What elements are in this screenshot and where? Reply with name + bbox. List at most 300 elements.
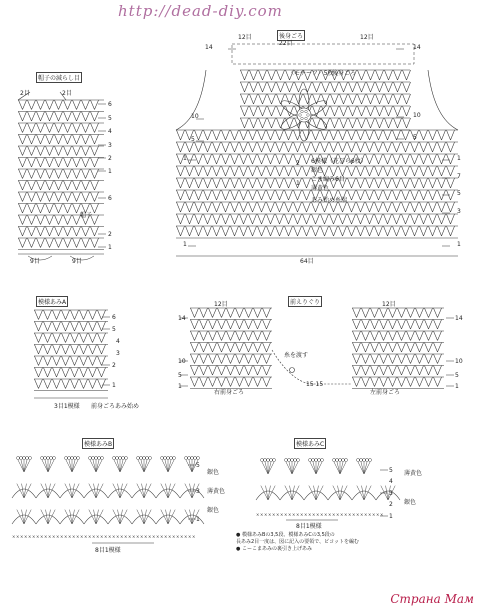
treble-stitch xyxy=(41,181,45,191)
picot xyxy=(95,457,98,460)
treble-stitch xyxy=(41,227,45,237)
treble-stitch xyxy=(240,94,244,104)
treble-stitch xyxy=(217,343,221,353)
treble-stitch xyxy=(18,204,22,214)
treble-stitch xyxy=(18,227,22,237)
treble-stitch xyxy=(393,308,397,318)
treble-stitch xyxy=(411,308,415,318)
treble-stitch xyxy=(388,331,392,341)
treble-stitch xyxy=(32,238,36,248)
treble-stitch xyxy=(375,377,379,387)
picot xyxy=(167,457,170,460)
fan-stitch xyxy=(42,460,48,472)
treble-stitch xyxy=(23,227,27,237)
treble-stitch xyxy=(32,204,36,214)
treble-stitch xyxy=(254,70,258,80)
treble-stitch xyxy=(32,112,36,122)
treble-stitch xyxy=(32,158,36,168)
treble-stitch xyxy=(244,366,248,376)
treble-stitch xyxy=(433,377,437,387)
picot xyxy=(161,457,164,460)
treble-stitch xyxy=(72,169,76,179)
picot xyxy=(297,459,300,462)
treble-stitch xyxy=(375,320,379,330)
treble-stitch xyxy=(48,368,52,378)
chain-x: × xyxy=(88,534,92,539)
treble-stitch xyxy=(303,94,307,104)
treble-stitch xyxy=(90,100,94,110)
treble-stitch xyxy=(397,308,401,318)
treble-stitch xyxy=(68,100,72,110)
b-row-3: 3 xyxy=(196,488,200,495)
c-color-1: 薄黄色 xyxy=(404,470,423,477)
treble-stitch xyxy=(397,366,401,376)
picot xyxy=(89,457,92,460)
treble-stitch xyxy=(190,366,194,376)
treble-stitch xyxy=(95,169,99,179)
treble-stitch xyxy=(68,181,72,191)
fan-stitch xyxy=(265,462,268,474)
back-right-row-5: 5 xyxy=(413,134,417,141)
treble-stitch xyxy=(77,238,81,248)
treble-stitch xyxy=(380,118,384,128)
treble-stitch xyxy=(379,366,383,376)
fan-stitch xyxy=(189,460,192,472)
treble-stitch xyxy=(335,82,339,92)
picot xyxy=(137,457,140,460)
treble-stitch xyxy=(204,354,208,364)
treble-stitch xyxy=(34,368,38,378)
treble-stitch xyxy=(352,354,356,364)
treble-stitch xyxy=(43,322,47,332)
treble-stitch xyxy=(102,345,106,355)
treble-stitch xyxy=(371,118,375,128)
treble-stitch xyxy=(90,227,94,237)
treble-stitch xyxy=(272,118,276,128)
chain-x: × xyxy=(328,512,332,517)
treble-stitch xyxy=(249,331,253,341)
treble-stitch xyxy=(48,333,52,343)
treble-stitch xyxy=(54,100,58,110)
fan-stitch xyxy=(138,460,144,472)
treble-stitch xyxy=(366,70,370,80)
treble-stitch xyxy=(438,308,442,318)
treble-stitch xyxy=(370,354,374,364)
b-repeat-count: 8目1模様 xyxy=(95,547,121,554)
treble-stitch xyxy=(217,354,221,364)
motif-step-2: 2 xyxy=(296,160,300,167)
treble-stitch xyxy=(199,320,203,330)
treble-stitch xyxy=(262,308,266,318)
treble-stitch xyxy=(317,106,321,116)
treble-stitch xyxy=(50,135,54,145)
treble-stitch xyxy=(102,333,106,343)
treble-stitch xyxy=(54,169,58,179)
treble-stitch xyxy=(27,100,31,110)
treble-stitch xyxy=(50,123,54,133)
treble-stitch xyxy=(68,158,72,168)
fan-stitch xyxy=(72,460,75,472)
treble-stitch xyxy=(433,320,437,330)
treble-stitch xyxy=(102,379,106,389)
treble-stitch xyxy=(254,82,258,92)
treble-stitch xyxy=(258,308,262,318)
treble-stitch xyxy=(258,354,262,364)
treble-stitch xyxy=(93,333,97,343)
treble-stitch xyxy=(70,356,74,366)
front-left-row-5: 5 xyxy=(178,372,182,379)
treble-stitch xyxy=(43,345,47,355)
treble-stitch xyxy=(208,331,212,341)
treble-stitch xyxy=(366,94,370,104)
treble-stitch xyxy=(276,70,280,80)
treble-stitch xyxy=(339,118,343,128)
treble-stitch xyxy=(407,70,411,80)
hat-decrease-title: 帽子の減らし目 xyxy=(36,72,82,83)
treble-stitch xyxy=(262,377,266,387)
fan-stitch xyxy=(144,460,150,472)
c-row-2: 2 xyxy=(389,501,393,508)
treble-stitch xyxy=(397,331,401,341)
treble-stitch xyxy=(72,192,76,202)
treble-stitch xyxy=(204,320,208,330)
treble-stitch xyxy=(195,377,199,387)
treble-stitch xyxy=(263,70,267,80)
treble-stitch xyxy=(398,70,402,80)
treble-stitch xyxy=(388,320,392,330)
treble-stitch xyxy=(244,354,248,364)
treble-stitch xyxy=(59,192,63,202)
treble-stitch xyxy=(199,377,203,387)
chain-x: × xyxy=(188,534,192,539)
treble-stitch xyxy=(222,308,226,318)
fan-stitch xyxy=(292,462,295,474)
treble-stitch xyxy=(362,106,366,116)
treble-stitch xyxy=(352,331,356,341)
chain-x: × xyxy=(332,512,336,517)
treble-stitch xyxy=(249,343,253,353)
treble-stitch xyxy=(195,308,199,318)
treble-stitch xyxy=(254,94,258,104)
chain-x: × xyxy=(284,512,288,517)
treble-stitch xyxy=(361,366,365,376)
chain-x: × xyxy=(336,512,340,517)
treble-stitch xyxy=(240,331,244,341)
treble-stitch xyxy=(253,366,257,376)
treble-stitch xyxy=(81,146,85,156)
treble-stitch xyxy=(267,366,271,376)
treble-stitch xyxy=(366,118,370,128)
treble-stitch xyxy=(357,343,361,353)
chain-x: × xyxy=(176,534,180,539)
fan-stitch xyxy=(316,462,322,474)
front-left-row-1: 1 xyxy=(178,383,182,390)
chain-x: × xyxy=(168,534,172,539)
treble-stitch xyxy=(59,135,63,145)
chain-x: × xyxy=(56,534,60,539)
chain-x: × xyxy=(20,534,24,539)
treble-stitch xyxy=(393,118,397,128)
treble-stitch xyxy=(424,320,428,330)
treble-stitch xyxy=(438,366,442,376)
chain-x: × xyxy=(152,534,156,539)
treble-stitch xyxy=(61,333,65,343)
treble-stitch xyxy=(213,377,217,387)
picot xyxy=(170,457,173,460)
treble-stitch xyxy=(240,377,244,387)
treble-stitch xyxy=(371,82,375,92)
treble-stitch xyxy=(204,343,208,353)
treble-stitch xyxy=(244,320,248,330)
treble-stitch xyxy=(32,215,36,225)
treble-stitch xyxy=(222,366,226,376)
treble-stitch xyxy=(23,112,27,122)
treble-stitch xyxy=(362,70,366,80)
treble-stitch xyxy=(254,106,258,116)
fan-stitch xyxy=(340,462,346,474)
fan-stitch xyxy=(24,460,27,472)
motif-note-1: 6模様（花びら6枚） xyxy=(311,158,367,165)
picot xyxy=(77,457,80,460)
treble-stitch xyxy=(294,118,298,128)
treble-stitch xyxy=(208,308,212,318)
treble-stitch xyxy=(63,123,67,133)
treble-stitch xyxy=(50,238,54,248)
treble-stitch xyxy=(41,169,45,179)
picot xyxy=(119,457,122,460)
treble-stitch xyxy=(285,118,289,128)
treble-stitch xyxy=(384,331,388,341)
treble-stitch xyxy=(54,181,58,191)
fan-stitch xyxy=(45,460,48,472)
treble-stitch xyxy=(81,158,85,168)
treble-stitch xyxy=(339,94,343,104)
treble-stitch xyxy=(357,354,361,364)
treble-stitch xyxy=(370,377,374,387)
treble-stitch xyxy=(81,238,85,248)
treble-stitch xyxy=(393,94,397,104)
treble-stitch xyxy=(23,215,27,225)
picot xyxy=(342,459,345,462)
treble-stitch xyxy=(267,106,271,116)
treble-stitch xyxy=(222,343,226,353)
treble-stitch xyxy=(379,320,383,330)
b-row-5: 5 xyxy=(196,462,200,469)
picot xyxy=(270,459,273,462)
fan-stitch xyxy=(192,460,195,472)
treble-stitch xyxy=(70,345,74,355)
hat-row-2b: 2 xyxy=(108,231,112,238)
treble-stitch xyxy=(81,123,85,133)
treble-stitch xyxy=(77,227,81,237)
chain-x: × xyxy=(268,512,272,517)
treble-stitch xyxy=(75,345,79,355)
picot xyxy=(273,459,276,462)
treble-stitch xyxy=(407,82,411,92)
chain-x: × xyxy=(64,534,68,539)
chain-x: × xyxy=(44,534,48,539)
treble-stitch xyxy=(384,343,388,353)
treble-stitch xyxy=(361,320,365,330)
treble-stitch xyxy=(294,94,298,104)
treble-stitch xyxy=(39,310,43,320)
treble-stitch xyxy=(27,135,31,145)
treble-stitch xyxy=(424,377,428,387)
treble-stitch xyxy=(370,308,374,318)
treble-stitch xyxy=(41,112,45,122)
treble-stitch xyxy=(352,366,356,376)
chain-x: × xyxy=(108,534,112,539)
treble-stitch xyxy=(366,377,370,387)
treble-stitch xyxy=(204,331,208,341)
chain-x: × xyxy=(360,512,364,517)
treble-stitch xyxy=(72,204,76,214)
fan-stitch xyxy=(120,460,126,472)
treble-stitch xyxy=(379,354,383,364)
treble-stitch xyxy=(429,354,433,364)
front-right-row-10: 10 xyxy=(455,358,463,365)
treble-stitch xyxy=(388,366,392,376)
treble-stitch xyxy=(272,70,276,80)
treble-stitch xyxy=(18,181,22,191)
chain-x: × xyxy=(340,512,344,517)
picot xyxy=(315,459,318,462)
treble-stitch xyxy=(84,379,88,389)
treble-stitch xyxy=(59,100,63,110)
treble-stitch xyxy=(362,118,366,128)
back-right-count: 12目 xyxy=(360,34,374,41)
treble-stitch xyxy=(402,308,406,318)
treble-stitch xyxy=(393,331,397,341)
c-repeat-count: 8目1模様 xyxy=(296,523,322,530)
picot xyxy=(146,457,149,460)
treble-stitch xyxy=(253,331,257,341)
fan-stitch xyxy=(292,462,298,474)
treble-stitch xyxy=(375,106,379,116)
treble-stitch xyxy=(317,94,321,104)
treble-stitch xyxy=(79,345,83,355)
treble-stitch xyxy=(411,377,415,387)
treble-stitch xyxy=(63,158,67,168)
treble-stitch xyxy=(18,146,22,156)
treble-stitch xyxy=(57,310,61,320)
treble-stitch xyxy=(393,343,397,353)
treble-stitch xyxy=(50,192,54,202)
treble-stitch xyxy=(59,238,63,248)
treble-stitch xyxy=(57,356,61,366)
treble-stitch xyxy=(81,227,85,237)
hat-row-6: 6 xyxy=(108,101,112,108)
treble-stitch xyxy=(217,366,221,376)
treble-stitch xyxy=(375,94,379,104)
fan-stitch xyxy=(48,460,51,472)
treble-stitch xyxy=(262,320,266,330)
treble-stitch xyxy=(199,331,203,341)
picot xyxy=(363,459,366,462)
picot xyxy=(264,459,267,462)
treble-stitch xyxy=(402,354,406,364)
treble-stitch xyxy=(424,343,428,353)
treble-stitch xyxy=(352,320,356,330)
treble-stitch xyxy=(433,366,437,376)
treble-stitch xyxy=(433,354,437,364)
treble-stitch xyxy=(380,70,384,80)
treble-stitch xyxy=(429,343,433,353)
treble-stitch xyxy=(222,377,226,387)
right-front-label: 右前身ごろ xyxy=(214,389,245,396)
treble-stitch xyxy=(41,158,45,168)
treble-stitch xyxy=(45,215,49,225)
hat-bottom-a: 9目 xyxy=(30,258,40,265)
chain-x: × xyxy=(160,534,164,539)
treble-stitch xyxy=(36,100,40,110)
treble-stitch xyxy=(45,204,49,214)
treble-stitch xyxy=(240,118,244,128)
treble-stitch xyxy=(245,106,249,116)
treble-stitch xyxy=(249,94,253,104)
treble-stitch xyxy=(276,94,280,104)
treble-stitch xyxy=(57,368,61,378)
fan-stitch xyxy=(114,460,120,472)
chain-x: × xyxy=(356,512,360,517)
treble-stitch xyxy=(52,345,56,355)
c-color-2: 銀色 xyxy=(404,499,417,506)
treble-stitch xyxy=(208,343,212,353)
fan-stitch xyxy=(162,460,168,472)
treble-stitch xyxy=(57,322,61,332)
treble-stitch xyxy=(397,320,401,330)
treble-stitch xyxy=(263,118,267,128)
treble-stitch xyxy=(272,82,276,92)
back-left-row-1b: 1 xyxy=(183,241,187,248)
treble-stitch xyxy=(407,94,411,104)
treble-stitch xyxy=(45,158,49,168)
chain-x: × xyxy=(308,512,312,517)
treble-stitch xyxy=(263,106,267,116)
picot xyxy=(185,457,188,460)
bottom-note-1: ● 模様あみBの3,5段、模様あみCの3,5段の xyxy=(236,532,335,538)
treble-stitch xyxy=(321,82,325,92)
treble-stitch xyxy=(45,227,49,237)
treble-stitch xyxy=(393,354,397,364)
treble-stitch xyxy=(23,158,27,168)
treble-stitch xyxy=(362,82,366,92)
treble-stitch xyxy=(258,320,262,330)
chain-x: × xyxy=(320,512,324,517)
chain-x: × xyxy=(272,512,276,517)
treble-stitch xyxy=(41,123,45,133)
chain-x: × xyxy=(256,512,260,517)
treble-stitch xyxy=(52,333,56,343)
treble-stitch xyxy=(57,333,61,343)
treble-stitch xyxy=(195,366,199,376)
treble-stitch xyxy=(95,100,99,110)
treble-stitch xyxy=(72,227,76,237)
treble-stitch xyxy=(23,100,27,110)
treble-stitch xyxy=(43,333,47,343)
treble-stitch xyxy=(66,379,70,389)
treble-stitch xyxy=(41,100,45,110)
picot xyxy=(143,457,146,460)
treble-stitch xyxy=(54,123,58,133)
treble-stitch xyxy=(50,158,54,168)
picot xyxy=(92,457,95,460)
treble-stitch xyxy=(39,368,43,378)
treble-stitch xyxy=(61,379,65,389)
treble-stitch xyxy=(36,204,40,214)
treble-stitch xyxy=(97,345,101,355)
front-left-row-10: 10 xyxy=(178,358,186,365)
